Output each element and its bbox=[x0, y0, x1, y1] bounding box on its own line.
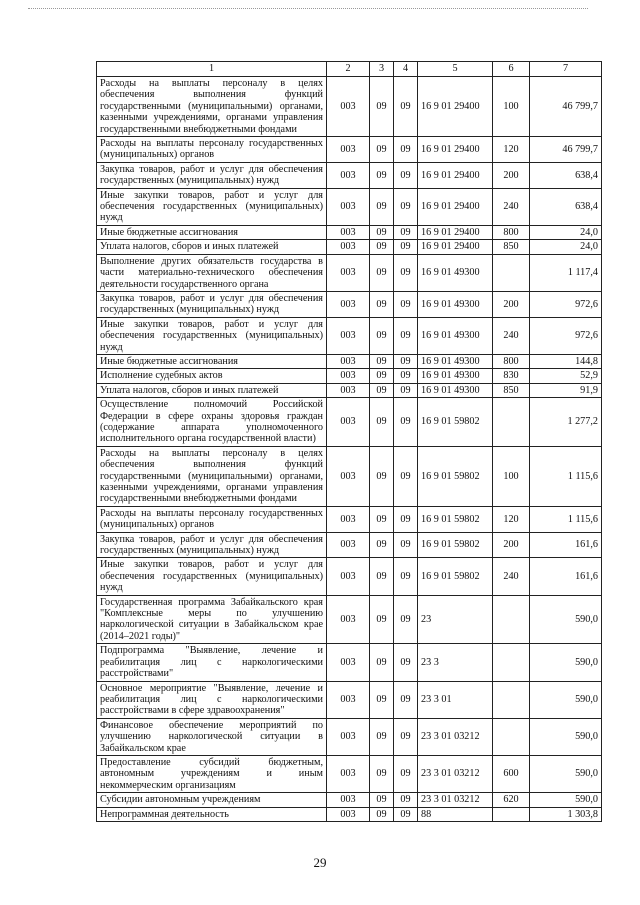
row-expense-type bbox=[493, 254, 530, 291]
row-target-item: 88 bbox=[418, 807, 493, 821]
row-name: Расходы на выплаты персоналу в целях обеспечения выполнения функций государственными (муниципальными) органами, казенными учреждениями, органами управления государственными внебюджетными фондами bbox=[97, 446, 327, 506]
row-subsection: 09 bbox=[394, 681, 418, 718]
row-grbs: 003 bbox=[327, 225, 370, 239]
row-subsection: 09 bbox=[394, 225, 418, 239]
row-amount: 590,0 bbox=[530, 718, 602, 755]
row-section: 09 bbox=[370, 137, 394, 163]
row-name: Иные закупки товаров, работ и услуг для обеспечения государственных (муниципальных) нужд bbox=[97, 188, 327, 225]
row-grbs: 003 bbox=[327, 807, 370, 821]
row-target-item: 16 9 01 49300 bbox=[418, 254, 493, 291]
row-expense-type: 800 bbox=[493, 225, 530, 239]
row-amount: 161,6 bbox=[530, 558, 602, 595]
row-subsection: 09 bbox=[394, 240, 418, 254]
row-section: 09 bbox=[370, 532, 394, 558]
table-row bbox=[97, 595, 602, 644]
row-grbs: 003 bbox=[327, 77, 370, 137]
table-row bbox=[97, 254, 602, 291]
col-header-pr: 4 bbox=[394, 62, 418, 77]
row-target-item: 23 bbox=[418, 595, 493, 644]
table-row bbox=[97, 644, 602, 681]
row-amount: 972,6 bbox=[530, 291, 602, 317]
row-amount: 1 277,2 bbox=[530, 398, 602, 447]
row-section: 09 bbox=[370, 718, 394, 755]
row-subsection: 09 bbox=[394, 188, 418, 225]
row-grbs: 003 bbox=[327, 506, 370, 532]
row-grbs: 003 bbox=[327, 369, 370, 383]
row-expense-type bbox=[493, 681, 530, 718]
row-amount: 590,0 bbox=[530, 793, 602, 807]
row-section: 09 bbox=[370, 807, 394, 821]
row-target-item: 16 9 01 29400 bbox=[418, 240, 493, 254]
row-subsection: 09 bbox=[394, 254, 418, 291]
row-amount: 161,6 bbox=[530, 532, 602, 558]
row-section: 09 bbox=[370, 595, 394, 644]
row-expense-type bbox=[493, 595, 530, 644]
row-expense-type bbox=[493, 718, 530, 755]
row-amount: 590,0 bbox=[530, 595, 602, 644]
table-row bbox=[97, 718, 602, 755]
row-amount: 46 799,7 bbox=[530, 77, 602, 137]
row-expense-type bbox=[493, 807, 530, 821]
row-name: Осуществление полномочий Российской Федерации в сфере охраны здоровья граждан (содержание аппарата уполномоченного исполнительного органа государственной власти) bbox=[97, 398, 327, 447]
row-subsection: 09 bbox=[394, 137, 418, 163]
row-subsection: 09 bbox=[394, 793, 418, 807]
row-section: 09 bbox=[370, 644, 394, 681]
table-row bbox=[97, 137, 602, 163]
row-target-item: 16 9 01 49300 bbox=[418, 383, 493, 397]
row-name: Иные бюджетные ассигнования bbox=[97, 354, 327, 368]
table-row bbox=[97, 793, 602, 807]
row-grbs: 003 bbox=[327, 317, 370, 354]
table-row bbox=[97, 240, 602, 254]
table-row bbox=[97, 506, 602, 532]
row-target-item: 16 9 01 59802 bbox=[418, 532, 493, 558]
row-grbs: 003 bbox=[327, 532, 370, 558]
row-subsection: 09 bbox=[394, 369, 418, 383]
row-section: 09 bbox=[370, 558, 394, 595]
scan-top-edge bbox=[28, 0, 588, 9]
row-amount: 590,0 bbox=[530, 681, 602, 718]
row-expense-type bbox=[493, 398, 530, 447]
row-section: 09 bbox=[370, 291, 394, 317]
row-expense-type: 850 bbox=[493, 383, 530, 397]
row-subsection: 09 bbox=[394, 532, 418, 558]
table-row bbox=[97, 558, 602, 595]
row-section: 09 bbox=[370, 77, 394, 137]
col-header-amount: 7 bbox=[530, 62, 602, 77]
row-grbs: 003 bbox=[327, 446, 370, 506]
table-row bbox=[97, 317, 602, 354]
row-amount: 52,9 bbox=[530, 369, 602, 383]
row-subsection: 09 bbox=[394, 718, 418, 755]
row-expense-type: 800 bbox=[493, 354, 530, 368]
row-grbs: 003 bbox=[327, 254, 370, 291]
row-amount: 638,4 bbox=[530, 162, 602, 188]
row-expense-type: 240 bbox=[493, 558, 530, 595]
row-name: Иные закупки товаров, работ и услуг для обеспечения государственных (муниципальных) нужд bbox=[97, 317, 327, 354]
col-header-csr: 5 bbox=[418, 62, 493, 77]
row-name: Субсидии автономным учреждениям bbox=[97, 793, 327, 807]
row-expense-type: 100 bbox=[493, 77, 530, 137]
row-expense-type: 850 bbox=[493, 240, 530, 254]
row-target-item: 16 9 01 59802 bbox=[418, 558, 493, 595]
row-amount: 1 115,6 bbox=[530, 506, 602, 532]
row-name: Выполнение других обязательств государства в части материально-технического обеспечения деятельности государственного органа bbox=[97, 254, 327, 291]
row-subsection: 09 bbox=[394, 755, 418, 792]
table-row bbox=[97, 681, 602, 718]
row-target-item: 23 3 bbox=[418, 644, 493, 681]
row-grbs: 003 bbox=[327, 595, 370, 644]
row-section: 09 bbox=[370, 398, 394, 447]
row-grbs: 003 bbox=[327, 558, 370, 595]
row-amount: 590,0 bbox=[530, 644, 602, 681]
row-name: Уплата налогов, сборов и иных платежей bbox=[97, 383, 327, 397]
row-section: 09 bbox=[370, 369, 394, 383]
row-name: Финансовое обеспечение мероприятий по улучшению наркологической ситуации в Забайкальском крае bbox=[97, 718, 327, 755]
row-name: Уплата налогов, сборов и иных платежей bbox=[97, 240, 327, 254]
row-section: 09 bbox=[370, 383, 394, 397]
row-subsection: 09 bbox=[394, 317, 418, 354]
row-target-item: 16 9 01 29400 bbox=[418, 77, 493, 137]
row-section: 09 bbox=[370, 354, 394, 368]
row-name: Иные закупки товаров, работ и услуг для обеспечения государственных (муниципальных) нужд bbox=[97, 558, 327, 595]
row-target-item: 23 3 01 03212 bbox=[418, 793, 493, 807]
row-subsection: 09 bbox=[394, 354, 418, 368]
row-grbs: 003 bbox=[327, 162, 370, 188]
table-row bbox=[97, 291, 602, 317]
row-name: Государственная программа Забайкальского края "Комплексные меры по улучшению наркологической ситуации в Забайкальском крае (2014–2021 годы)" bbox=[97, 595, 327, 644]
row-subsection: 09 bbox=[394, 558, 418, 595]
row-target-item: 16 9 01 29400 bbox=[418, 162, 493, 188]
row-name: Закупка товаров, работ и услуг для обеспечения государственных (муниципальных) нужд bbox=[97, 532, 327, 558]
row-section: 09 bbox=[370, 317, 394, 354]
row-name: Расходы на выплаты персоналу в целях обеспечения выполнения функций государственными (муниципальными) органами, казенными учреждениями, органами управления государственными внебюджетными фондами bbox=[97, 77, 327, 137]
row-section: 09 bbox=[370, 793, 394, 807]
table-row bbox=[97, 369, 602, 383]
row-target-item: 23 3 01 bbox=[418, 681, 493, 718]
row-grbs: 003 bbox=[327, 644, 370, 681]
table-row bbox=[97, 398, 602, 447]
row-name: Подпрограмма "Выявление, лечение и реабилитация лиц с наркологическими расстройствами" bbox=[97, 644, 327, 681]
row-expense-type: 120 bbox=[493, 506, 530, 532]
row-section: 09 bbox=[370, 240, 394, 254]
col-header-name: 1 bbox=[97, 62, 327, 77]
row-target-item: 16 9 01 49300 bbox=[418, 369, 493, 383]
table-row bbox=[97, 162, 602, 188]
row-subsection: 09 bbox=[394, 595, 418, 644]
row-expense-type: 200 bbox=[493, 532, 530, 558]
row-grbs: 003 bbox=[327, 354, 370, 368]
row-target-item: 16 9 01 29400 bbox=[418, 225, 493, 239]
row-section: 09 bbox=[370, 162, 394, 188]
row-target-item: 16 9 01 29400 bbox=[418, 188, 493, 225]
row-name: Закупка товаров, работ и услуг для обеспечения государственных (муниципальных) нужд bbox=[97, 291, 327, 317]
row-grbs: 003 bbox=[327, 681, 370, 718]
row-amount: 972,6 bbox=[530, 317, 602, 354]
row-amount: 24,0 bbox=[530, 225, 602, 239]
row-section: 09 bbox=[370, 681, 394, 718]
row-grbs: 003 bbox=[327, 793, 370, 807]
row-grbs: 003 bbox=[327, 188, 370, 225]
col-header-grbs: 2 bbox=[327, 62, 370, 77]
row-grbs: 003 bbox=[327, 383, 370, 397]
row-expense-type: 200 bbox=[493, 291, 530, 317]
row-target-item: 16 9 01 49300 bbox=[418, 354, 493, 368]
row-amount: 638,4 bbox=[530, 188, 602, 225]
row-name: Расходы на выплаты персоналу государственных (муниципальных) органов bbox=[97, 137, 327, 163]
row-section: 09 bbox=[370, 225, 394, 239]
budget-table bbox=[96, 61, 602, 822]
row-amount: 1 117,4 bbox=[530, 254, 602, 291]
row-amount: 46 799,7 bbox=[530, 137, 602, 163]
table-row bbox=[97, 755, 602, 792]
header-row bbox=[97, 62, 602, 77]
row-expense-type: 100 bbox=[493, 446, 530, 506]
row-name: Закупка товаров, работ и услуг для обеспечения государственных (муниципальных) нужд bbox=[97, 162, 327, 188]
row-subsection: 09 bbox=[394, 506, 418, 532]
row-expense-type bbox=[493, 644, 530, 681]
row-target-item: 16 9 01 59802 bbox=[418, 446, 493, 506]
row-subsection: 09 bbox=[394, 383, 418, 397]
row-expense-type: 240 bbox=[493, 188, 530, 225]
page-number: 29 bbox=[313, 855, 327, 870]
table-row bbox=[97, 77, 602, 137]
row-grbs: 003 bbox=[327, 398, 370, 447]
row-subsection: 09 bbox=[394, 807, 418, 821]
row-amount: 91,9 bbox=[530, 383, 602, 397]
table-row bbox=[97, 446, 602, 506]
row-name: Исполнение судебных актов bbox=[97, 369, 327, 383]
row-subsection: 09 bbox=[394, 398, 418, 447]
row-name: Иные бюджетные ассигнования bbox=[97, 225, 327, 239]
row-expense-type: 620 bbox=[493, 793, 530, 807]
row-name: Расходы на выплаты персоналу государственных (муниципальных) органов bbox=[97, 506, 327, 532]
col-header-rz: 3 bbox=[370, 62, 394, 77]
row-expense-type: 120 bbox=[493, 137, 530, 163]
row-section: 09 bbox=[370, 755, 394, 792]
row-target-item: 16 9 01 59802 bbox=[418, 398, 493, 447]
row-name: Предоставление субсидий бюджетным, автономным учреждениям и иным некоммерческим организациям bbox=[97, 755, 327, 792]
table-row bbox=[97, 807, 602, 821]
row-target-item: 16 9 01 49300 bbox=[418, 291, 493, 317]
row-grbs: 003 bbox=[327, 240, 370, 254]
row-target-item: 23 3 01 03212 bbox=[418, 718, 493, 755]
table-row bbox=[97, 354, 602, 368]
row-subsection: 09 bbox=[394, 644, 418, 681]
row-subsection: 09 bbox=[394, 162, 418, 188]
row-expense-type: 200 bbox=[493, 162, 530, 188]
row-target-item: 16 9 01 59802 bbox=[418, 506, 493, 532]
row-target-item: 16 9 01 29400 bbox=[418, 137, 493, 163]
row-amount: 1 303,8 bbox=[530, 807, 602, 821]
row-section: 09 bbox=[370, 188, 394, 225]
table-row bbox=[97, 225, 602, 239]
row-subsection: 09 bbox=[394, 446, 418, 506]
row-name: Основное мероприятие "Выявление, лечение и реабилитация лиц с наркологическими расстройствами в сфере здравоохранения" bbox=[97, 681, 327, 718]
row-section: 09 bbox=[370, 446, 394, 506]
row-expense-type: 830 bbox=[493, 369, 530, 383]
row-subsection: 09 bbox=[394, 291, 418, 317]
table-row bbox=[97, 532, 602, 558]
row-name: Непрограммная деятельность bbox=[97, 807, 327, 821]
row-amount: 590,0 bbox=[530, 755, 602, 792]
row-amount: 144,8 bbox=[530, 354, 602, 368]
row-expense-type: 240 bbox=[493, 317, 530, 354]
row-amount: 1 115,6 bbox=[530, 446, 602, 506]
row-grbs: 003 bbox=[327, 291, 370, 317]
table-row bbox=[97, 383, 602, 397]
row-target-item: 16 9 01 49300 bbox=[418, 317, 493, 354]
row-amount: 24,0 bbox=[530, 240, 602, 254]
row-expense-type: 600 bbox=[493, 755, 530, 792]
table-row bbox=[97, 188, 602, 225]
row-subsection: 09 bbox=[394, 77, 418, 137]
row-grbs: 003 bbox=[327, 137, 370, 163]
row-grbs: 003 bbox=[327, 718, 370, 755]
row-target-item: 23 3 01 03212 bbox=[418, 755, 493, 792]
row-section: 09 bbox=[370, 506, 394, 532]
row-grbs: 003 bbox=[327, 755, 370, 792]
col-header-vr: 6 bbox=[493, 62, 530, 77]
row-section: 09 bbox=[370, 254, 394, 291]
